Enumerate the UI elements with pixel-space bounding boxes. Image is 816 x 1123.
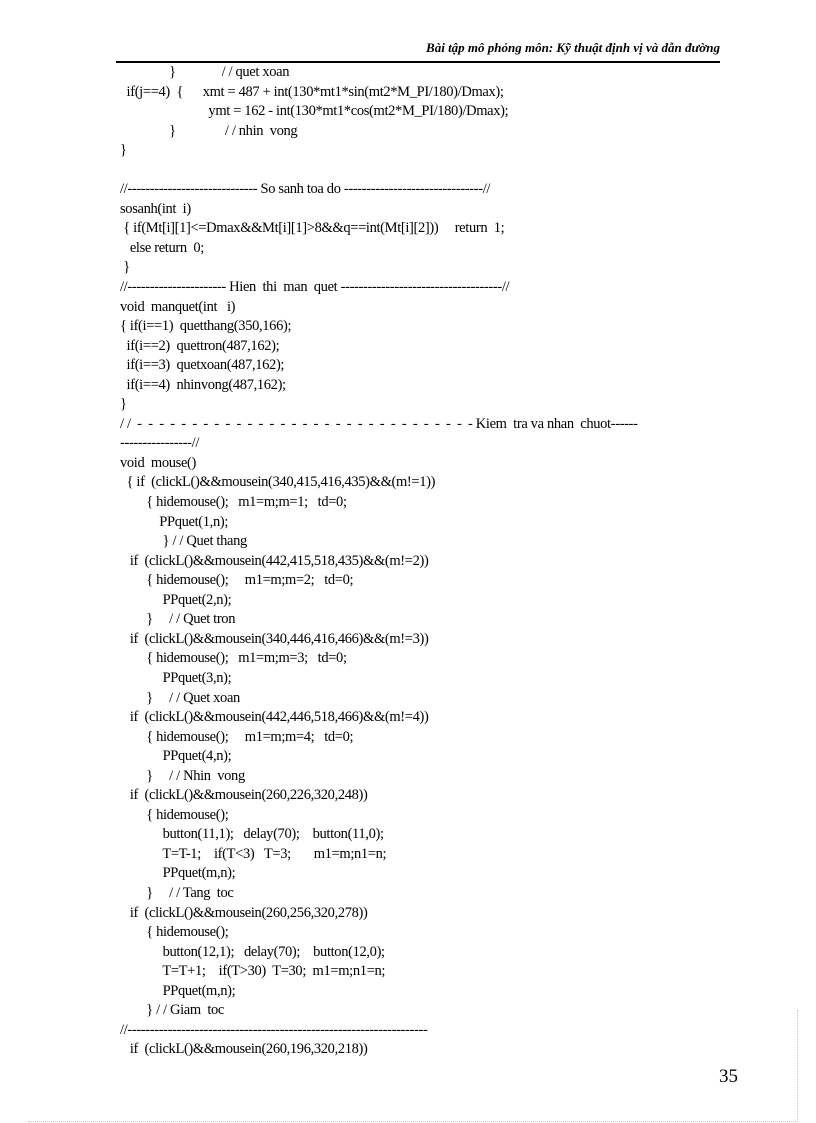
- code-line: if (clickL()&&mousein(260,226,320,248)): [120, 787, 368, 804]
- code-line: PPquet(m,n);: [120, 982, 236, 999]
- code-line: void mouse(): [120, 454, 196, 471]
- code-line: ----------------//: [120, 435, 200, 452]
- code-line: } / / Quet xoan: [120, 689, 240, 706]
- code-line: PPquet(4,n);: [120, 748, 232, 765]
- code-line: { if(i==1) quetthang(350,166);: [120, 318, 292, 335]
- code-line: [120, 161, 724, 181]
- page-number: 35: [719, 1066, 738, 1087]
- page-border-right: [797, 1010, 798, 1120]
- code-line: / / - - - - - - - - - - - - - - - - - - - - - - - - - - - - - - - Kiem tra va nhan chuot------: [120, 415, 638, 432]
- code-line: { hidemouse(); m1=m;m=4; td=0;: [120, 728, 354, 745]
- code-line: void manquet(int i): [120, 298, 236, 315]
- code-line: if (clickL()&&mousein(340,446,416,466)&&(m!=3)): [120, 630, 429, 647]
- code-line: PPquet(2,n);: [120, 591, 232, 608]
- code-line: PPquet(1,n);: [120, 513, 229, 530]
- code-line: PPquet(m,n);: [120, 865, 236, 882]
- code-line: } / / Giam toc: [120, 1002, 225, 1019]
- code-line: { if(Mt[i][1]<=Dmax&&Mt[i][1]>8&&q==int(Mt[i][2])) return 1;: [120, 220, 505, 237]
- code-line: if (clickL()&&mousein(442,415,518,435)&&(m!=2)): [120, 552, 429, 569]
- code-line: //---------------------- Hien thi man quet ------------------------------------//: [120, 279, 510, 296]
- page-header-title: Bài tập mô phỏng môn: Kỹ thuật định vị và dẫn đường: [426, 40, 720, 55]
- code-line: button(11,1); delay(70); button(11,0);: [120, 826, 384, 843]
- code-line: if (clickL()&&mousein(260,196,320,218)): [120, 1041, 368, 1058]
- code-line: ymt = 162 - int(130*mt1*cos(mt2*M_PI/180)/Dmax);: [120, 103, 509, 120]
- code-line: if(i==4) nhinvong(487,162);: [120, 376, 286, 393]
- code-line: }: [120, 259, 130, 276]
- code-line: } / / Nhin vong: [120, 767, 245, 784]
- code-line: button(12,1); delay(70); button(12,0);: [120, 943, 385, 960]
- code-line: if (clickL()&&mousein(442,446,518,466)&&(m!=4)): [120, 709, 429, 726]
- code-line: if(i==2) quettron(487,162);: [120, 337, 280, 354]
- code-line: //----------------------------- So sanh toa do -------------------------------//: [120, 181, 491, 198]
- code-line: { hidemouse();: [120, 806, 229, 823]
- code-line: { hidemouse(); m1=m;m=1; td=0;: [120, 494, 347, 511]
- code-line: }: [120, 396, 127, 413]
- code-line: if(i==3) quetxoan(487,162);: [120, 357, 285, 374]
- code-line: T=T-1; if(T<3) T=3; m1=m;n1=n;: [120, 845, 387, 862]
- code-line: { hidemouse(); m1=m;m=3; td=0;: [120, 650, 347, 667]
- code-line: } / / Quet thang: [120, 533, 247, 550]
- code-line: PPquet(3,n);: [120, 669, 232, 686]
- code-line: } / / nhin vong: [120, 122, 298, 139]
- code-line: }: [120, 142, 127, 159]
- code-listing: [120, 63, 724, 1060]
- code-line: if (clickL()&&mousein(260,256,320,278)): [120, 904, 368, 921]
- code-line: else return 0;: [120, 239, 204, 256]
- code-line: sosanh(int i): [120, 200, 191, 217]
- code-line: if(j==4) { xmt = 487 + int(130*mt1*sin(mt2*M_PI/180)/Dmax);: [120, 83, 504, 100]
- code-line: { hidemouse(); m1=m;m=2; td=0;: [120, 572, 354, 589]
- page-border-bottom: [28, 1121, 798, 1122]
- code-line: } / / Quet tron: [120, 611, 236, 628]
- code-line: T=T+1; if(T>30) T=30; m1=m;n1=n;: [120, 963, 386, 980]
- code-line: } / / Tang toc: [120, 884, 234, 901]
- code-line: //-------------------------------------------------------------------: [120, 1021, 428, 1038]
- code-line: { if (clickL()&&mousein(340,415,416,435)&&(m!=1)): [120, 474, 436, 491]
- code-line: { hidemouse();: [120, 924, 229, 941]
- code-line: } / / quet xoan: [120, 64, 290, 80]
